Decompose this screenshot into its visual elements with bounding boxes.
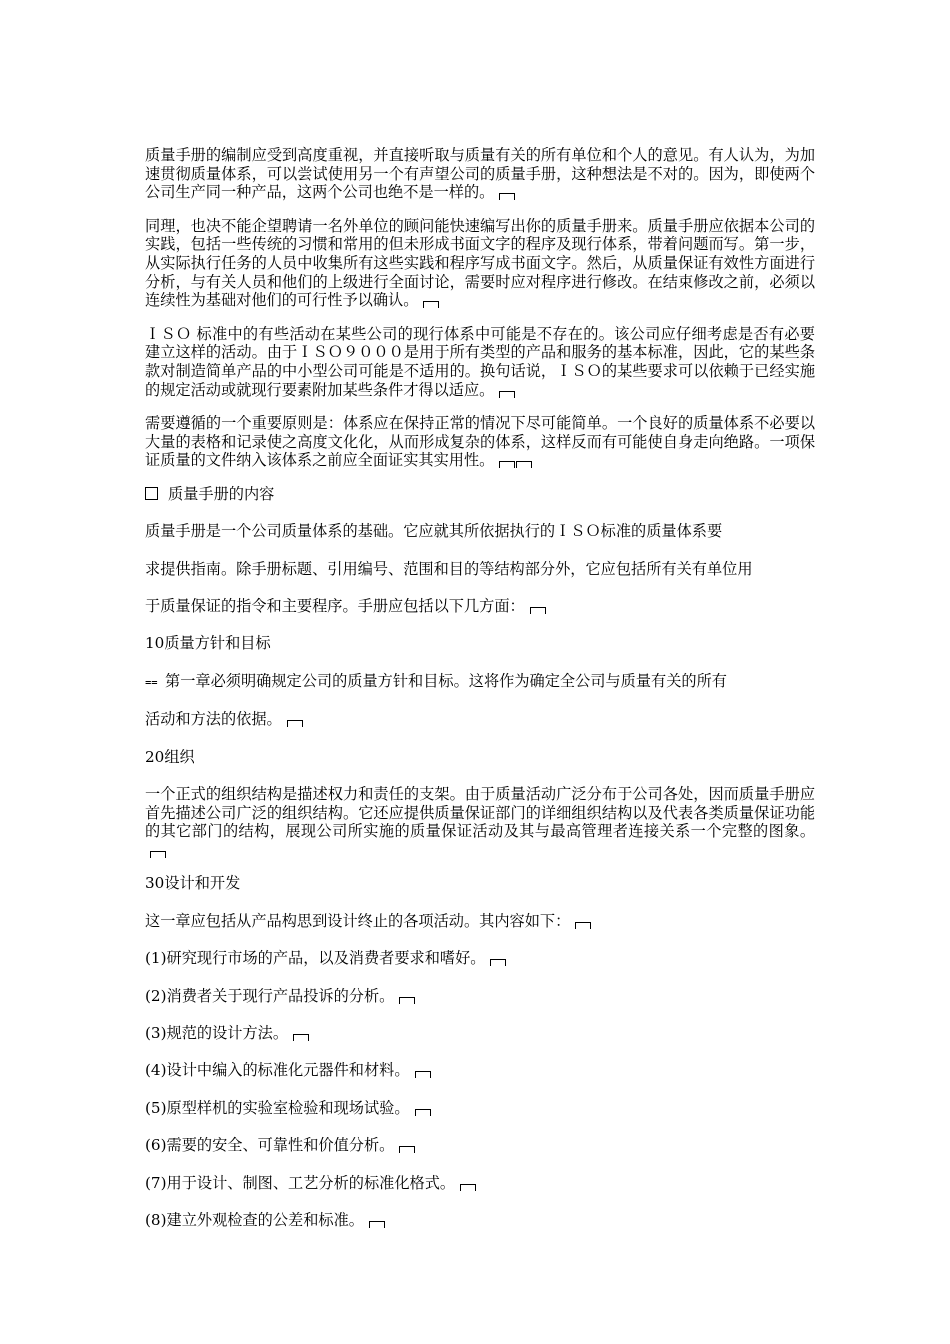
item1-line-1: ⩵ 第一章必须明确规定公司的质量方针和目标。这将作为确定全公司与质量有关的所有 [145,671,727,690]
paragraph-mark-icon [150,851,166,858]
paragraph-mark-icon [423,301,439,308]
design-item: (2)消费者关于现行产品投诉的分析。 [145,987,815,1006]
paragraph-2: 同理，也决不能企望聘请一名外单位的顾问能快速编写出你的质量手册来。质量手册应依据本公司的实践，包括一些传统的习惯和常用的但未形成书面文字的程序及现行体系，带着问题而写。第一步，从实际执行任务的人员中收集所有这些实践和程序写成书面文字。然后，从质量保证有效性方面进行分析，与有关人员和他们的上级进行全面讨论，需要时应对程序进行修改。在结束修改之前，必须以连续性为基础对他们的可行性予以确认。 [145,216,815,310]
paragraph-mark-icon [499,193,515,200]
paragraph-4: 需要遵循的一个重要原则是：体系应在保持正常的情况下尽可能简单。一个良好的质量体系不必要以大量的表格和记录使之高度文化化，从而形成复杂的体系，这样反而有可能使自身走向绝路。一项保证质量的文件纳入该体系之前应全面证实其实用性。 [145,414,815,470]
design-item: (4)设计中编入的标准化元器件和材料。 [145,1061,815,1080]
paragraph-mark-icon [399,1146,415,1153]
item2-heading: 20组织 [145,747,195,766]
paragraph-mark-icon [293,1034,309,1041]
paragraph-mark-icon [530,607,546,614]
paragraph-mark-icon [575,922,591,929]
section-heading: 质量手册的内容 [145,485,815,504]
design-item: (6)需要的安全、可靠性和价值分析。 [145,1136,815,1155]
paragraph-mark-icon [516,461,532,468]
item1-heading: 10质量方针和目标 [145,634,271,653]
checkbox-square-icon [145,487,158,500]
paragraph-3: ＩＳＯ 标准中的有些活动在某些公司的现行体系中可能是不存在的。该公司应仔细考虑是否有必要建立这样的活动。由于ＩＳＯ９０００是用于所有类型的产品和服务的基本标准，因此，它的某些条款对制造简单产品的中小型公司可能是不适用的。换句话说，ＩＳＯ的某些要求可以依赖于已经实施的规定活动或就现行要素附加某些条件才得以适应。 [145,324,815,399]
paragraph-mark-icon [369,1221,385,1228]
paragraph-mark-icon [415,1071,431,1078]
paragraph-1: 质量手册的编制应受到高度重视，并直接听取与质量有关的所有单位和个人的意见。有人认为，为加速贯彻质量体系，可以尝试使用另一个有声望公司的质量手册，这种想法是不对的。因为，即使两个公司生产同一种产品，这两个公司也绝不是一样的。 [145,146,815,202]
content-line-2: 求提供指南。除手册标题、引用编号、范围和目的等结构部分外，它应包括所有关有单位用 [145,559,753,578]
design-item: (8)建立外观检查的公差和标准。 [145,1211,815,1230]
item2-paragraph: 一个正式的组织结构是描述权力和责任的支架。由于质量活动广泛分布于公司各处，因而质量手册应首先描述公司广泛的组织结构。它还应提供质量保证部门的详细组织结构以及代表各类质量保证功能的其它部门的结构，展现公司所实施的质量保证活动及其与最高管理者连接关系一个完整的图象。 [145,785,815,859]
paragraph-mark-icon [499,461,515,468]
design-item: (3)规范的设计方法。 [145,1024,815,1043]
item3-intro: 这一章应包括从产品构思到设计终止的各项活动。其内容如下： [145,912,815,931]
content-line-3: 于质量保证的指令和主要程序。手册应包括以下几方面： [145,597,815,616]
paragraph-mark-icon [415,1109,431,1116]
item1-line-2: 活动和方法的依据。 [145,710,815,729]
design-item: (7)用于设计、制图、工艺分析的标准化格式。 [145,1174,815,1193]
paragraph-mark-icon [490,959,506,966]
paragraph-mark-icon [460,1184,476,1191]
design-item: (5)原型样机的实验室检验和现场试验。 [145,1099,815,1118]
design-item: (1)研究现行市场的产品，以及消费者要求和嗜好。 [145,949,815,968]
item3-heading: 30设计和开发 [145,874,241,893]
paragraph-mark-icon [499,391,515,398]
paragraph-mark-icon [399,997,415,1004]
document-page [145,146,815,1248]
bullet-icon: ⩵ [145,674,158,688]
paragraph-mark-icon [287,720,303,727]
content-line-1: 质量手册是一个公司质量体系的基础。它应就其所依据执行的ＩＳＯ标准的质量体系要 [145,522,723,541]
